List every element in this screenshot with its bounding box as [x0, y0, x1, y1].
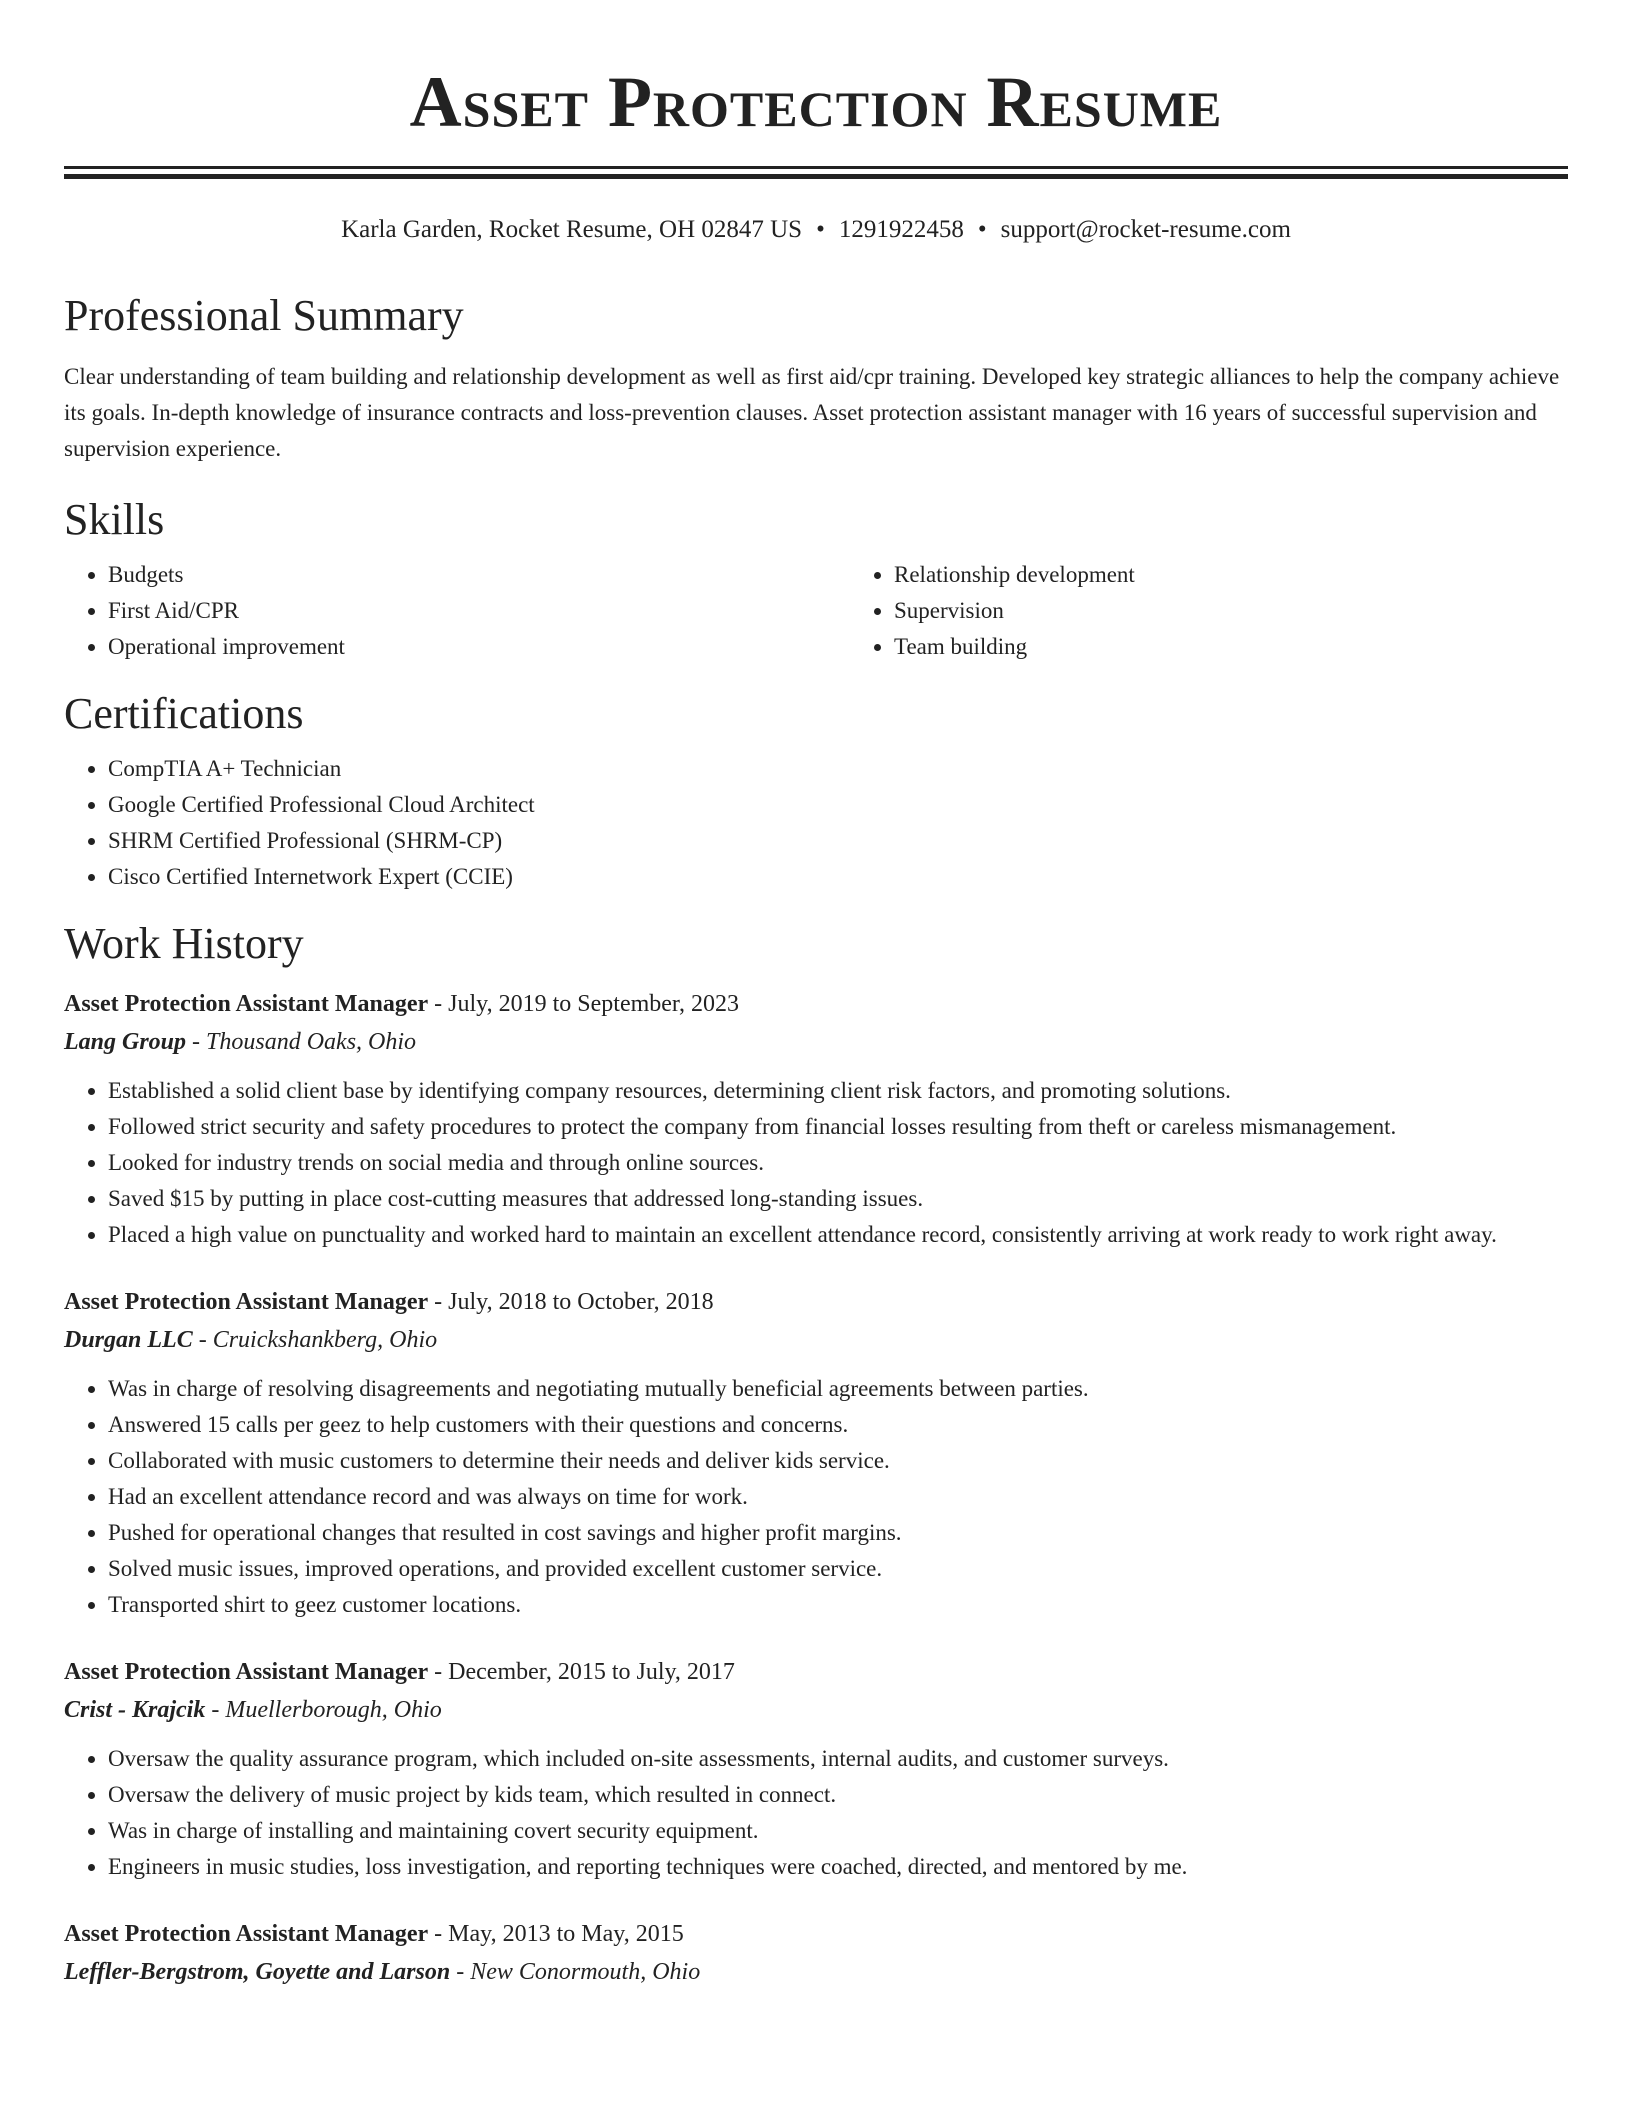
job-entry: [64, 1915, 1568, 1991]
skill-item: • Supervision: [894, 593, 1632, 629]
job-dash: -: [428, 991, 449, 1017]
job-bullets: [64, 1741, 1568, 1885]
summary-section: [64, 289, 1568, 467]
skills-heading: Skills: [64, 495, 165, 544]
job-company: Leffler-Bergstrom, Goyette and Larson: [64, 1959, 451, 1985]
job-company-line: [64, 1691, 1568, 1729]
certification-item: • Cisco Certified Internetwork Expert (CCIE): [108, 859, 1568, 895]
job-bullet: • Was in charge of installing and maintaining covert security equipment.: [108, 1813, 1568, 1849]
job-company: Crist - Krajcik: [64, 1697, 206, 1723]
job-company: Durgan LLC: [64, 1327, 193, 1353]
job-dash: -: [192, 1327, 213, 1353]
title-rule-bottom: [64, 174, 1568, 179]
summary-text: Clear understanding of team building and relationship development as well as first aid/cpr training. Developed key strategic alliances to help the company achieve its goals. In-depth knowledge of insurance contracts and loss-prevention clauses. Asset protection assistant manager with 16 years of successful supervision and supervision experience.: [64, 364, 1560, 461]
work-history-heading: Work History: [64, 919, 304, 968]
job-dates: December, 2015 to July, 2017: [448, 1659, 735, 1685]
job-bullet: • Established a solid client base by identifying company resources, determining client risk factors, and promoting solutions.: [108, 1073, 1568, 1109]
certifications-section: [64, 687, 1568, 895]
job-header: [64, 985, 1568, 1023]
skills-columns: [64, 557, 1568, 665]
skills-section: [64, 493, 1568, 665]
job-location: Cruickshankberg, Ohio: [212, 1327, 438, 1353]
job-entry: [64, 1653, 1568, 1885]
job-bullet: • Was in charge of resolving disagreements and negotiating mutually beneficial agreements between parties.: [108, 1371, 1568, 1407]
page-title: Asset Protection Resume: [409, 62, 1223, 142]
job-header: [64, 1283, 1568, 1321]
job-dash: -: [186, 1029, 207, 1055]
contact-line: [64, 213, 1568, 247]
job-location: Muellerborough, Ohio: [225, 1697, 442, 1723]
job-bullet: • Placed a high value on punctuality and worked hard to maintain an excellent attendance record, consistently arriving at work ready to work right away.: [108, 1217, 1568, 1253]
job-role: Asset Protection Assistant Manager: [64, 1659, 429, 1685]
job-role: Asset Protection Assistant Manager: [64, 1289, 429, 1315]
job-dates: July, 2019 to September, 2023: [448, 991, 739, 1017]
job-bullet: • Followed strict security and safety procedures to protect the company from financial losses resulting from theft or careless mismanagement.: [108, 1109, 1568, 1145]
certifications-list: [64, 751, 1568, 895]
job-bullet: • Looked for industry trends on social media and through online sources.: [108, 1145, 1568, 1181]
contact-separator: •: [977, 216, 987, 243]
skill-item: • Relationship development: [894, 557, 1632, 593]
job-bullet: • Engineers in music studies, loss investigation, and reporting techniques were coached, directed, and mentored by me.: [108, 1849, 1568, 1885]
skill-item: • Budgets: [108, 557, 850, 593]
skills-list-left: [64, 557, 850, 665]
job-bullet: • Saved $15 by putting in place cost-cutting measures that addressed long-standing issues.: [108, 1181, 1568, 1217]
job-bullet: • Transported shirt to geez customer locations.: [108, 1587, 1568, 1623]
job-bullet: • Pushed for operational changes that resulted in cost savings and higher profit margins.: [108, 1515, 1568, 1551]
summary-heading: Professional Summary: [64, 291, 464, 340]
job-bullet: • Answered 15 calls per geez to help customers with their questions and concerns.: [108, 1407, 1568, 1443]
contact-phone: 1291922458: [838, 216, 964, 243]
certification-item: • SHRM Certified Professional (SHRM-CP): [108, 823, 1568, 859]
certification-item: • Google Certified Professional Cloud Architect: [108, 787, 1568, 823]
job-bullet: • Had an excellent attendance record and was always on time for work.: [108, 1479, 1568, 1515]
job-header: [64, 1915, 1568, 1953]
job-bullet: • Oversaw the delivery of music project by kids team, which resulted in connect.: [108, 1777, 1568, 1813]
skill-item: • First Aid/CPR: [108, 593, 850, 629]
job-bullet: • Solved music issues, improved operations, and provided excellent customer service.: [108, 1551, 1568, 1587]
job-bullet: • Collaborated with music customers to determine their needs and deliver kids service.: [108, 1443, 1568, 1479]
contact-separator: •: [816, 216, 825, 243]
job-company-line: [64, 1321, 1568, 1359]
job-bullets: [64, 1073, 1568, 1253]
certification-item: • CompTIA A+ Technician: [108, 751, 1568, 787]
skill-item: • Operational improvement: [108, 629, 850, 665]
job-dash: -: [450, 1959, 471, 1985]
job-dash: -: [428, 1921, 449, 1947]
title-rule-top: [64, 166, 1568, 169]
job-role: Asset Protection Assistant Manager: [64, 991, 429, 1017]
job-dates: May, 2013 to May, 2015: [448, 1921, 684, 1947]
job-location: New Conormouth, Ohio: [470, 1959, 701, 1985]
contact-email: support@rocket-resume.com: [1000, 216, 1291, 243]
job-dash: -: [428, 1659, 449, 1685]
job-location: Thousand Oaks, Ohio: [206, 1029, 417, 1055]
job-company-line: [64, 1953, 1568, 1991]
job-role: Asset Protection Assistant Manager: [64, 1921, 429, 1947]
job-header: [64, 1653, 1568, 1691]
job-dash: -: [205, 1697, 226, 1723]
certifications-heading: Certifications: [64, 689, 304, 738]
skill-item: • Team building: [894, 629, 1632, 665]
contact-address: Karla Garden, Rocket Resume, OH 02847 US: [341, 216, 803, 243]
job-entry: [64, 985, 1568, 1253]
job-dates: July, 2018 to October, 2018: [448, 1289, 714, 1315]
job-company: Lang Group: [64, 1029, 187, 1055]
skills-list-right: [850, 557, 1632, 665]
job-bullet: • Oversaw the quality assurance program, which included on-site assessments, internal audits, and customer surveys.: [108, 1741, 1568, 1777]
job-bullets: [64, 1371, 1568, 1623]
job-entry: [64, 1283, 1568, 1623]
job-company-line: [64, 1023, 1568, 1061]
work-history-section: [64, 917, 1568, 1991]
job-dash: -: [428, 1289, 449, 1315]
